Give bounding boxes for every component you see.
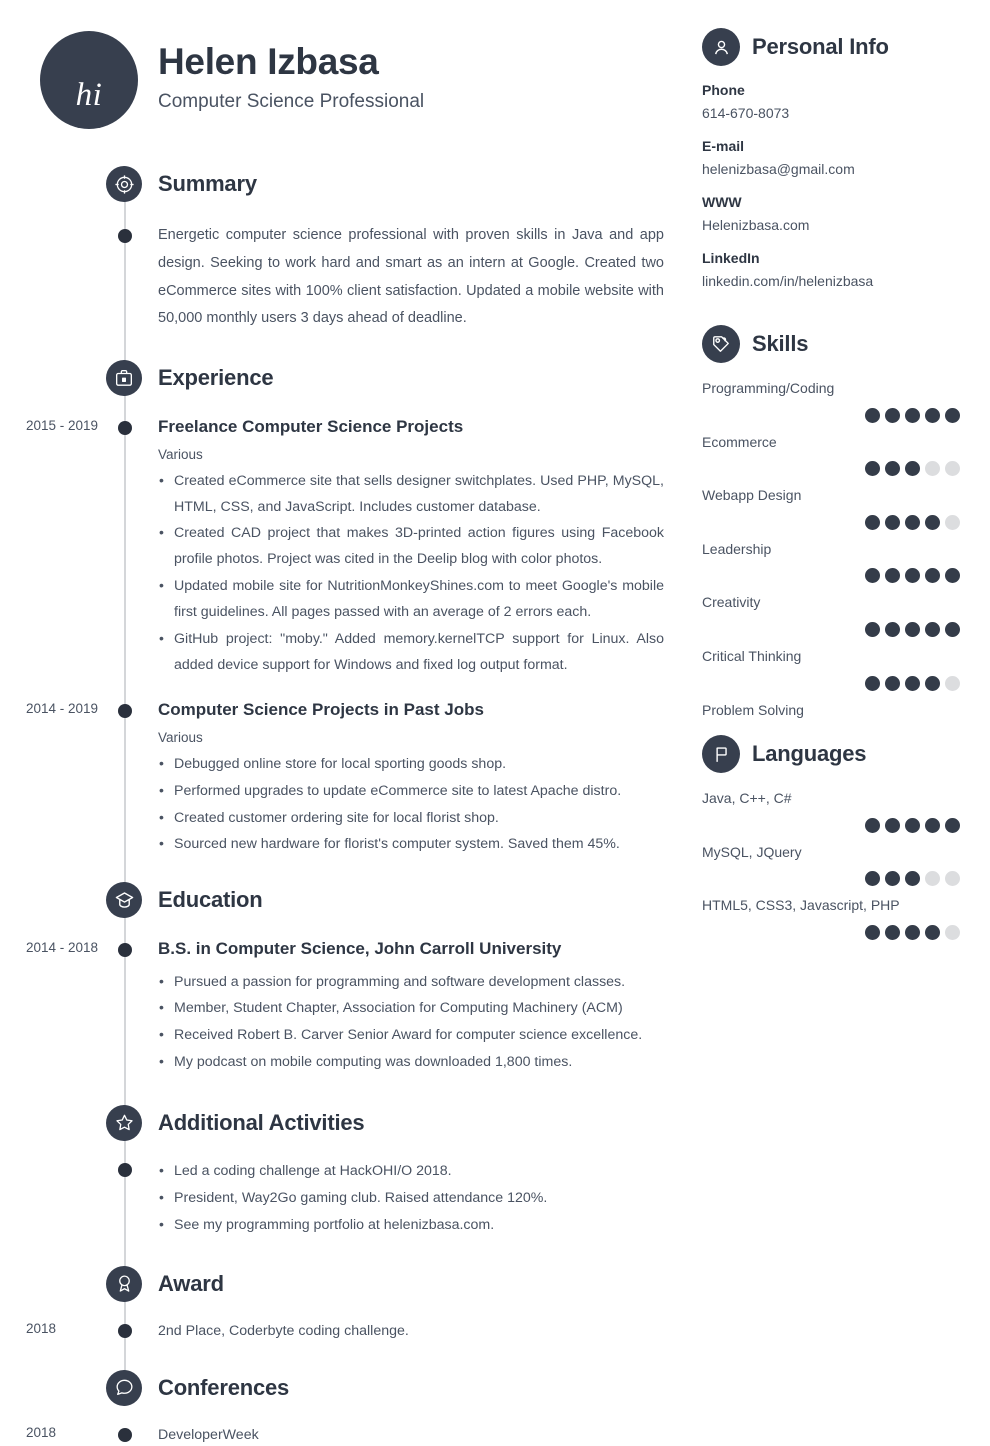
- language-label: Java, C++, C#: [702, 790, 792, 807]
- star-icon: [106, 1105, 142, 1141]
- language-row: [702, 789, 962, 833]
- list-item: • My podcast on mobile computing was downloaded 1,800 times.: [158, 1050, 664, 1076]
- rating-dot-filled: [945, 622, 960, 637]
- skill-rating-dots: [702, 408, 962, 423]
- experience-entry-title: Freelance Computer Science Projects: [158, 417, 464, 437]
- list-item: • President, Way2Go gaming club. Raised attendance 120%.: [158, 1186, 664, 1212]
- skill-row: [702, 486, 962, 530]
- job-title: Computer Science Professional: [158, 91, 425, 113]
- conferences-entry: [0, 1425, 690, 1446]
- skill-rating-dots: [702, 676, 962, 691]
- rating-dot-empty: [945, 925, 960, 940]
- education-section-header: [0, 882, 690, 918]
- list-item: • See my programming portfolio at helenizbasa.com.: [158, 1213, 664, 1239]
- person-icon: [702, 28, 740, 66]
- skill-label: Creativity: [702, 594, 761, 611]
- rating-dot-empty: [945, 676, 960, 691]
- rating-dot-filled: [865, 871, 880, 886]
- timeline-dot: [118, 943, 132, 957]
- list-item: • Created customer ordering site for local florist shop.: [158, 806, 664, 832]
- speech-bubble-icon: [106, 1370, 142, 1406]
- language-rating-dots: [702, 925, 962, 940]
- rating-dot-filled: [865, 568, 880, 583]
- flag-icon: [702, 735, 740, 773]
- languages-title: Languages: [752, 741, 867, 767]
- sidebar-section-languages: [702, 735, 962, 940]
- skill-rating-dots: [702, 515, 962, 530]
- info-value-email[interactable]: helenizbasa@gmail.com: [702, 161, 855, 177]
- skill-label: Leadership: [702, 540, 772, 557]
- skill-label: Ecommerce: [702, 433, 777, 450]
- rating-dot-filled: [865, 461, 880, 476]
- experience-entry-bullets: [158, 469, 664, 679]
- rating-dot-filled: [905, 408, 920, 423]
- experience-entry-title: Computer Science Projects in Past Jobs: [158, 700, 484, 720]
- language-row: [702, 843, 962, 887]
- info-label: LinkedIn: [702, 250, 760, 266]
- rating-dot-empty: [925, 461, 940, 476]
- experience-entry-date: 2015 - 2019: [26, 418, 99, 434]
- award-entry-date: 2018: [26, 1320, 57, 1336]
- skills-title: Skills: [752, 331, 809, 356]
- summary-text: Energetic computer science professional with proven skills in Java and app design. Seeking to work hard and smart as an intern at Google. Created two eCommerce sites with 100% client satisfaction. Updated a mobile website with 50,000 monthly users 3 days ahead of deadline.: [158, 227, 664, 327]
- rating-dot-filled: [905, 818, 920, 833]
- activities-section-title: Additional Activities: [158, 1109, 365, 1135]
- conferences-entry-text: DeveloperWeek: [158, 1426, 259, 1443]
- timeline-dot: [118, 1324, 132, 1338]
- briefcase-icon: [106, 360, 142, 396]
- skill-row: [702, 647, 962, 691]
- rating-dot-filled: [885, 818, 900, 833]
- summary-entry: [0, 222, 690, 333]
- rating-dot-filled: [865, 818, 880, 833]
- list-item: • Member, Student Chapter, Association for Computing Machinery (ACM): [158, 996, 664, 1022]
- list-item: • Pursued a passion for programming and software development classes.: [158, 970, 664, 996]
- conferences-section-title: Conferences: [158, 1374, 290, 1400]
- section-summary: [0, 166, 690, 333]
- section-award: [0, 1266, 690, 1342]
- rating-dot-filled: [865, 676, 880, 691]
- rating-dot-filled: [885, 871, 900, 886]
- education-entry: [0, 939, 690, 1076]
- summary-section-header: [0, 166, 690, 202]
- skill-row: [702, 593, 962, 637]
- rating-dot-empty: [945, 461, 960, 476]
- experience-entry: [0, 417, 690, 678]
- skill-row: [702, 540, 962, 584]
- rating-dot-filled: [885, 515, 900, 530]
- sections-container: [0, 166, 690, 1446]
- info-value-linkedin[interactable]: linkedin.com/in/helenizbasa: [702, 273, 874, 289]
- conferences-entry-date: 2018: [26, 1424, 57, 1440]
- rating-dot-filled: [885, 925, 900, 940]
- skill-label: Webapp Design: [702, 487, 802, 504]
- list-item: • Received Robert B. Carver Senior Award for computer science excellence.: [158, 1023, 664, 1049]
- education-entry-bullets: [158, 970, 664, 1076]
- target-icon: [106, 166, 142, 202]
- rating-dot-filled: [905, 622, 920, 637]
- info-value-website[interactable]: Helenizbasa.com: [702, 217, 810, 233]
- ribbon-icon: [106, 1266, 142, 1302]
- list-item: • Created CAD project that makes 3D-printed action figures using Facebook profile photos. Project was cited in the Deelip blog with color photos.: [158, 521, 664, 573]
- list-item: • Debugged online store for local sporting goods shop.: [158, 752, 664, 778]
- rating-dot-filled: [925, 568, 940, 583]
- graduation-cap-icon: [106, 882, 142, 918]
- timeline-dot: [118, 1163, 132, 1177]
- experience-section-title: Experience: [158, 365, 274, 391]
- rating-dot-filled: [925, 408, 940, 423]
- award-section-title: Award: [158, 1270, 224, 1296]
- rating-dot-filled: [945, 568, 960, 583]
- rating-dot-filled: [885, 622, 900, 637]
- rating-dot-filled: [925, 676, 940, 691]
- education-entry-date: 2014 - 2018: [26, 940, 99, 956]
- language-rating-dots: [702, 871, 962, 886]
- experience-entry-subtitle: Various: [158, 729, 203, 745]
- award-entry-text: 2nd Place, Coderbyte coding challenge.: [158, 1322, 409, 1339]
- rating-dot-filled: [885, 568, 900, 583]
- rating-dot-filled: [865, 925, 880, 940]
- resume-header: [0, 0, 690, 129]
- page-title: Helen Izbasa: [158, 40, 379, 82]
- section-education: [0, 882, 690, 1076]
- info-label: E-mail: [702, 138, 745, 154]
- activities-section-header: [0, 1105, 690, 1141]
- rating-dot-filled: [905, 676, 920, 691]
- rating-dot-empty: [945, 515, 960, 530]
- summary-section-title: Summary: [158, 171, 257, 196]
- skill-rating-dots: [702, 461, 962, 476]
- timeline-dot: [118, 704, 132, 718]
- sidebar-section-personal-info: [702, 28, 962, 289]
- avatar: [40, 31, 138, 129]
- language-label: MySQL, JQuery: [702, 843, 802, 860]
- experience-section-header: [0, 360, 690, 396]
- experience-entry-bullets: [158, 752, 664, 858]
- skill-rating-dots: [702, 622, 962, 637]
- conferences-section-header: [0, 1370, 690, 1406]
- rating-dot-filled: [905, 461, 920, 476]
- skills-header: [702, 325, 962, 363]
- rating-dot-filled: [865, 515, 880, 530]
- list-item: • Led a coding challenge at HackOHI/O 2018.: [158, 1159, 664, 1185]
- timeline-dot: [118, 1428, 132, 1442]
- rating-dot-filled: [885, 461, 900, 476]
- award-section-header: [0, 1266, 690, 1302]
- experience-entry-subtitle: Various: [158, 446, 203, 462]
- personal-info-title: Personal Info: [752, 34, 889, 59]
- info-label: Phone: [702, 82, 745, 98]
- section-conferences: [0, 1370, 690, 1446]
- award-entry: [0, 1321, 690, 1342]
- languages-list: [702, 789, 962, 940]
- list-item: • Created eCommerce site that sells designer switchplates. Used PHP, MySQL, HTML, CSS, and JavaScript. Includes customer database.: [158, 469, 664, 521]
- list-item: • GitHub project: "moby." Added memory.kernelTCP support for Linux. Also added device support for Windows and fixed log output format.: [158, 627, 664, 679]
- sidebar-section-skills: [702, 325, 962, 720]
- education-section-title: Education: [158, 887, 263, 913]
- skill-label: Problem Solving: [702, 701, 804, 718]
- rating-dot-filled: [925, 515, 940, 530]
- timeline-dot: [118, 421, 132, 435]
- rating-dot-filled: [905, 871, 920, 886]
- rating-dot-filled: [945, 408, 960, 423]
- rating-dot-filled: [905, 515, 920, 530]
- list-item: • Performed upgrades to update eCommerce site to latest Apache distro.: [158, 779, 664, 805]
- skills-list: [702, 379, 962, 720]
- skill-row: [702, 433, 962, 477]
- rating-dot-filled: [885, 408, 900, 423]
- header-text-block: [158, 41, 424, 119]
- skill-label: Critical Thinking: [702, 647, 802, 664]
- rating-dot-filled: [905, 568, 920, 583]
- skill-row: [702, 701, 962, 721]
- personal-info-header: [702, 28, 962, 66]
- rating-dot-filled: [925, 622, 940, 637]
- info-value-phone: 614-670-8073: [702, 105, 790, 121]
- rating-dot-filled: [925, 925, 940, 940]
- list-item: • Updated mobile site for NutritionMonkeyShines.com to meet Google's mobile first guidelines. All pages passed with an average of 2 errors each.: [158, 574, 664, 626]
- rating-dot-empty: [925, 871, 940, 886]
- skill-row: [702, 379, 962, 423]
- section-additional-activities: [0, 1105, 690, 1239]
- languages-header: [702, 735, 962, 773]
- sidebar-column: [690, 0, 990, 1400]
- rating-dot-filled: [905, 925, 920, 940]
- list-item: • Sourced new hardware for florist's computer system. Saved them 45%.: [158, 832, 664, 858]
- rating-dot-empty: [945, 871, 960, 886]
- personal-info-list: [702, 82, 962, 289]
- activities-entry: [0, 1159, 690, 1239]
- rating-dot-filled: [925, 818, 940, 833]
- activities-bullets: [158, 1159, 664, 1239]
- skill-rating-dots: [702, 568, 962, 583]
- rating-dot-filled: [945, 818, 960, 833]
- section-experience: [0, 360, 690, 858]
- language-row: [702, 896, 962, 940]
- rating-dot-filled: [885, 676, 900, 691]
- language-label: HTML5, CSS3, Javascript, PHP: [702, 897, 900, 914]
- info-label: WWW: [702, 194, 742, 210]
- puzzle-heart-icon: [702, 325, 740, 363]
- skill-label: Programming/Coding: [702, 380, 835, 396]
- rating-dot-filled: [865, 408, 880, 423]
- language-rating-dots: [702, 818, 962, 833]
- timeline-dot: [118, 229, 132, 243]
- experience-entry: [0, 700, 690, 858]
- experience-entry-date: 2014 - 2019: [26, 701, 99, 717]
- rating-dot-filled: [865, 622, 880, 637]
- avatar-initials: hi: [75, 77, 103, 113]
- education-entry-title: B.S. in Computer Science, John Carroll University: [158, 939, 562, 959]
